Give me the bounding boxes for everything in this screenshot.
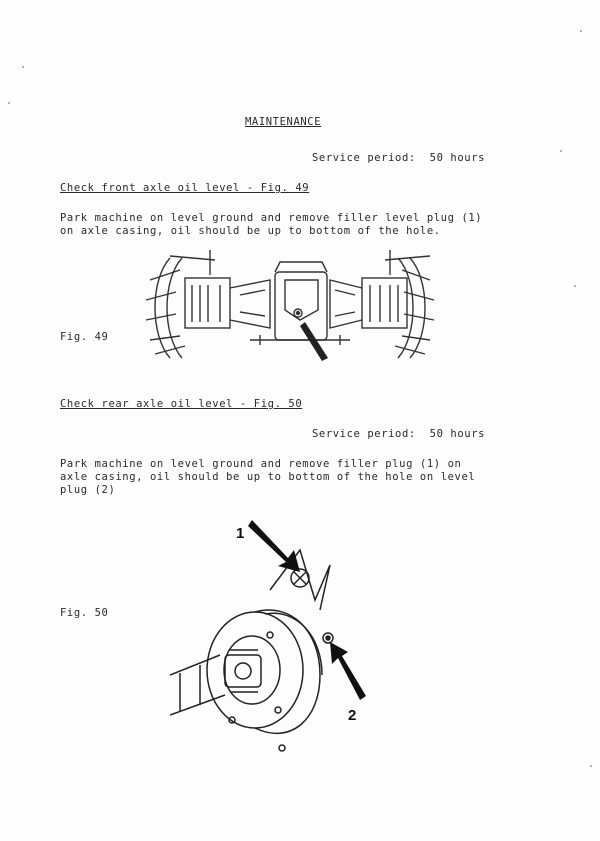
left-wheel-outline: [155, 258, 170, 358]
scan-speck: [22, 66, 24, 68]
service-period-front: Service period: 50 hours: [312, 152, 486, 164]
casing-flange: [270, 550, 330, 610]
pointer-arrow: [300, 322, 328, 361]
brake-drum-face: [207, 612, 303, 728]
section-body-front-axle: Park machine on level ground and remove filler level plug (1) on axle casing, oil should be up to bottom of the hole.: [60, 212, 483, 237]
section-body-rear-axle: Park machine on level ground and remove filler plug (1) on axle casing, oil should be up to bottom of the hole on level plug (2): [60, 458, 476, 496]
figure-label-49: Fig. 49: [60, 331, 109, 343]
scan-speck: [8, 102, 10, 104]
arrow-to-plug-1: [248, 520, 300, 572]
scan-speck: [580, 30, 582, 32]
callout-2: 2: [348, 707, 357, 724]
callout-1: 1: [236, 525, 245, 542]
rear-axle-illustration: [170, 510, 390, 760]
arrow-to-plug-2: [330, 642, 366, 700]
page-title: MAINTENANCE: [245, 116, 322, 128]
scan-speck: [560, 150, 562, 152]
front-axle-illustration: [140, 250, 460, 365]
section-heading-rear-axle: Check rear axle oil level - Fig. 50: [60, 398, 303, 410]
service-period-rear: Service period: 50 hours: [312, 428, 486, 440]
section-heading-front-axle: Check front axle oil level - Fig. 49: [60, 182, 310, 194]
scan-speck: [590, 765, 592, 767]
scan-speck: [574, 285, 576, 287]
figure-label-50: Fig. 50: [60, 607, 109, 619]
